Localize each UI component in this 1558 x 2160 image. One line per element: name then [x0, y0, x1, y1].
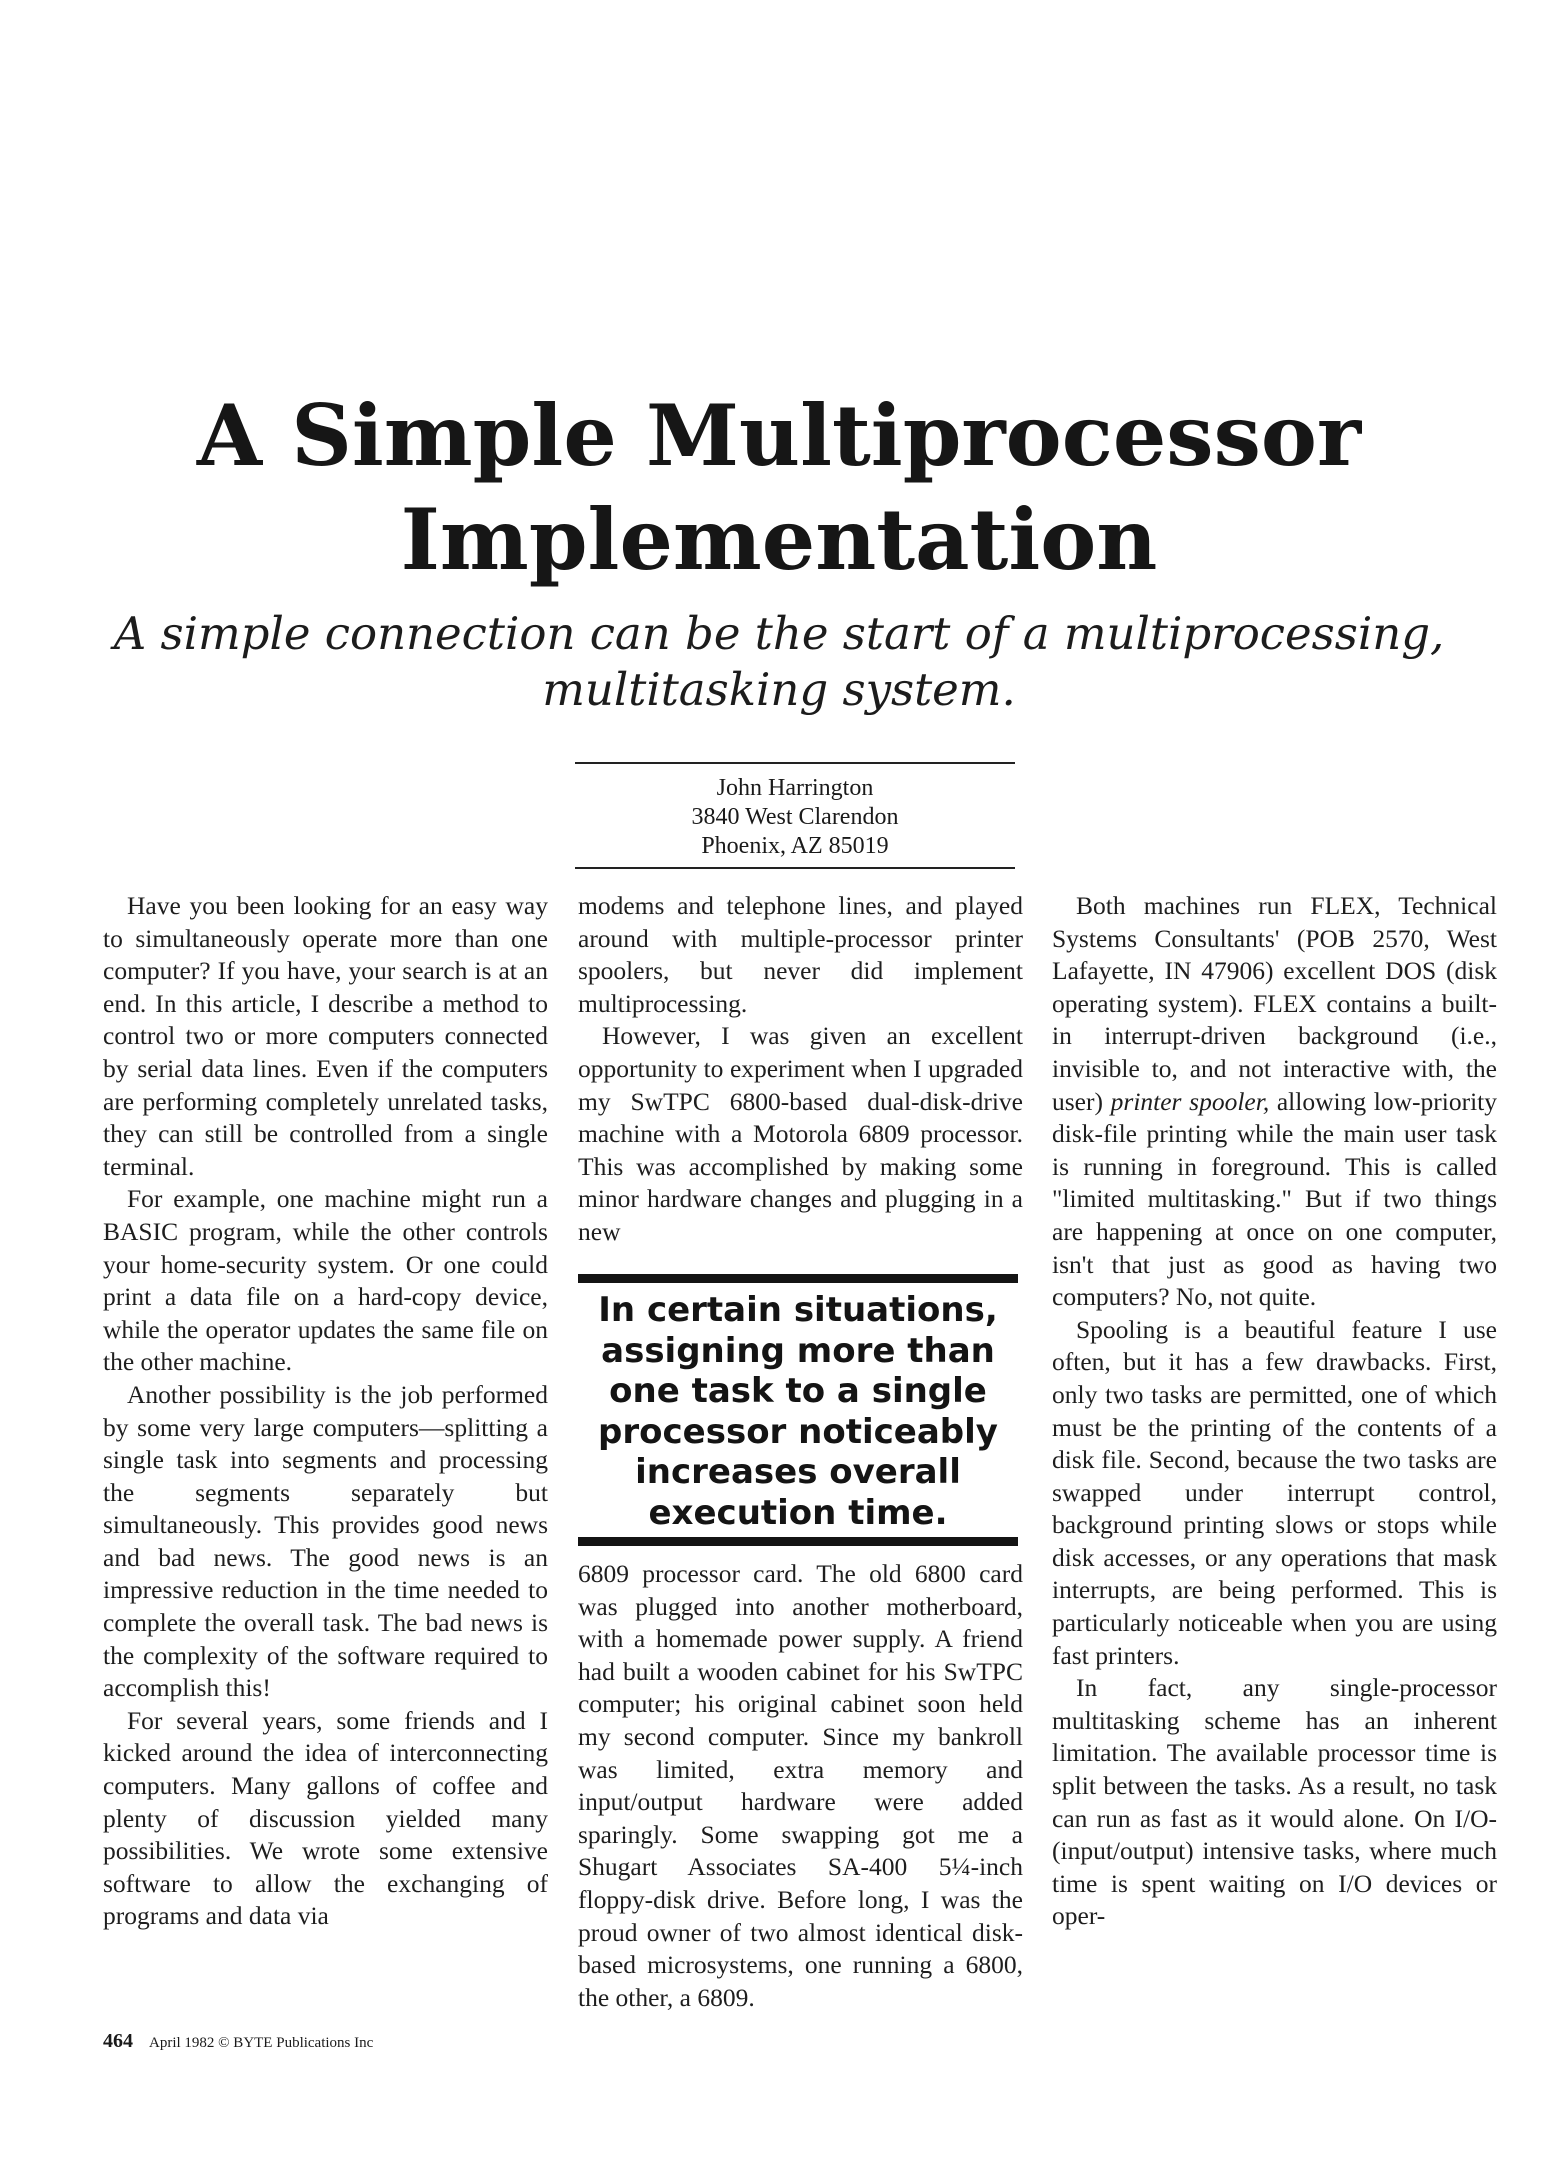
pull-quote-bar-bottom [578, 1537, 1018, 1546]
column-2-lower [578, 1558, 1023, 2014]
page-footer [103, 2030, 373, 2053]
article-title: A Simple Multiprocessor Implementation [196, 386, 1362, 589]
paragraph: For several years, some friends and I kicked around the idea of interconnecting computers. Many gallons of coffee and plenty of discussion yielded many possibilities. We wrote some extensive software to allow the exchanging of programs and data via [103, 1705, 548, 1931]
author-street: 3840 West Clarendon [691, 804, 899, 830]
column-1 [103, 890, 548, 1933]
paragraph: For example, one machine might run a BASIC program, while the other controls your home-security system. Or one could print a data file on a hard-copy device, while the operator updates the same file on the other machine. [103, 1184, 548, 1377]
author-byline [575, 774, 1015, 861]
page-number: 464 [103, 2030, 133, 2052]
text-run: allowing low-priority disk-file printing while the main user task is running in foreground. This is called "limited multitasking." But if two things are happening at once on one computer, isn't that just as good as having two computers? No, not quite. [1052, 1086, 1497, 1312]
paragraph: Have you been looking for an easy way to simultaneously operate more than one computer? If you have, your search is at an end. In this article, I describe a method to control two or more computers connected by serial data lines. Even if the computers are performing completely unrelated tasks, they can still be controlled from a single terminal. [103, 891, 548, 1181]
text-run: Both machines run FLEX, Technical Systems Consultants' (POB 2570, West Lafayette, IN 47906) excellent DOS (disk operating system). FLEX contains a built-in interrupt-driven background (i.e., invisible to, and not interactive with, the user) [1052, 891, 1497, 1116]
author-city: Phoenix, AZ 85019 [701, 833, 889, 859]
byline-rule-bottom [575, 867, 1015, 869]
paragraph: Spooling is a beautiful feature I use often, but it has a few drawbacks. First, only two tasks are permitted, one of which must be the printing of the contents of a disk file. Second, because the two tasks are swapped under interrupt control, background printing slows or stops while disk accesses, or any operations that mask interrupts, are being performed. This is particularly noticeable when you are using fast printers. [1052, 1314, 1497, 1670]
paragraph: 6809 processor card. The old 6800 card was plugged into another motherboard, with a homemade power supply. A friend had built a wooden cabinet for his SwTPC computer; his original cabinet soon held my second computer. Since my bankroll was limited, extra memory and input/output hardware were added sparingly. Some swapping got me a Shugart Associates SA-400 5¼-inch floppy-disk drive. Before long, I was the proud owner of two almost identical disk-based microsystems, one running a 6800, the other, a 6809. [578, 1559, 1023, 2012]
pull-quote-bar-top [578, 1274, 1018, 1283]
pull-quote [578, 1274, 1018, 1546]
paragraph: Another possibility is the job performed by some very large computers—splitting a single task into segments and processing the segments separately but simultaneously. This provides good news and bad news. The good news is an impressive reduction in the time needed to complete the overall task. The bad news is the complexity of the software required to accomplish this! [103, 1379, 548, 1703]
article-subtitle: A simple connection can be the start of a multiprocessing, multitasking system. [113, 607, 1445, 716]
paragraph: However, I was given an excellent opportunity to experiment when I upgraded my SwTPC 6800-based dual-disk-drive machine with a Motorola 6809 processor. This was accomplished by making some minor hardware changes and plugging in a new [578, 1021, 1023, 1246]
byline-rule-top [575, 762, 1015, 764]
pull-quote-text: In certain situations, assigning more than one task to a single processor noticeably increases overall execution time. [598, 1290, 998, 1533]
column-2-upper [578, 890, 1023, 1249]
paragraph: In fact, any single-processor multitasking scheme has an inherent limitation. The available processor time is split between the tasks. As a result, no task can run as fast as it would alone. On I/O- (input/output) intensive tasks, where much time is spent waiting on I/O devices or oper- [1052, 1673, 1497, 1931]
emphasis: printer spooler, [1110, 1086, 1270, 1116]
publication-credit: April 1982 © BYTE Publications Inc [149, 2035, 374, 2051]
paragraph [1052, 890, 1497, 1314]
column-3 [1052, 890, 1497, 1933]
author-name: John Harrington [716, 775, 874, 801]
paragraph: modems and telephone lines, and played around with multiple-processor printer spoolers, but never did implement multiprocessing. [578, 891, 1023, 1018]
